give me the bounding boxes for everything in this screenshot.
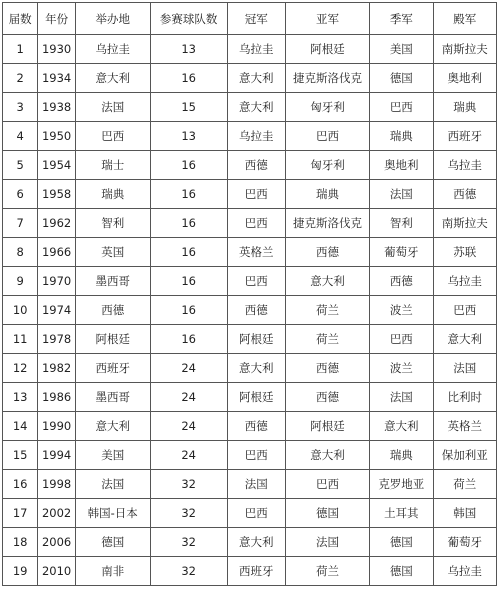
- cell-third-place: 西德: [370, 267, 433, 296]
- cell-year: 1978: [38, 325, 75, 354]
- table-row: [3, 267, 497, 296]
- cell-team-count: 13: [150, 122, 227, 151]
- cell-host: 南非: [75, 557, 150, 586]
- cell-edition: 1: [3, 35, 38, 64]
- table-row: [3, 296, 497, 325]
- cell-champion: 巴西: [227, 267, 285, 296]
- cell-edition: 15: [3, 441, 38, 470]
- cell-runner-up: 荷兰: [285, 557, 369, 586]
- cell-third-place: 瑞典: [370, 122, 433, 151]
- cell-host: 法国: [75, 93, 150, 122]
- cell-runner-up: 西德: [285, 383, 369, 412]
- cell-champion: 巴西: [227, 499, 285, 528]
- column-header-runner-up: 亚军: [285, 3, 369, 35]
- cell-year: 1934: [38, 64, 75, 93]
- cell-runner-up: 德国: [285, 499, 369, 528]
- cell-edition: 11: [3, 325, 38, 354]
- table-row: [3, 470, 497, 499]
- cell-fourth-place: 乌拉圭: [433, 267, 496, 296]
- table-row: [3, 238, 497, 267]
- cell-edition: 13: [3, 383, 38, 412]
- table-row: [3, 64, 497, 93]
- cell-champion: 西德: [227, 412, 285, 441]
- cell-year: 1962: [38, 209, 75, 238]
- table-row: [3, 557, 497, 586]
- cell-third-place: 巴西: [370, 93, 433, 122]
- cell-host: 美国: [75, 441, 150, 470]
- cell-third-place: 意大利: [370, 412, 433, 441]
- column-header-host: 举办地: [75, 3, 150, 35]
- cell-runner-up: 巴西: [285, 470, 369, 499]
- cell-team-count: 16: [150, 267, 227, 296]
- cell-team-count: 32: [150, 557, 227, 586]
- cell-runner-up: 捷克斯洛伐克: [285, 64, 369, 93]
- cell-fourth-place: 南斯拉夫: [433, 209, 496, 238]
- cell-year: 1954: [38, 151, 75, 180]
- cell-runner-up: 荷兰: [285, 296, 369, 325]
- cell-champion: 乌拉圭: [227, 35, 285, 64]
- cell-year: 1938: [38, 93, 75, 122]
- cell-fourth-place: 意大利: [433, 325, 496, 354]
- cell-team-count: 16: [150, 209, 227, 238]
- cell-runner-up: 荷兰: [285, 325, 369, 354]
- column-header-edition: 届数: [3, 3, 38, 35]
- cell-fourth-place: 乌拉圭: [433, 557, 496, 586]
- cell-third-place: 智利: [370, 209, 433, 238]
- table-row: [3, 499, 497, 528]
- cell-edition: 3: [3, 93, 38, 122]
- cell-team-count: 16: [150, 180, 227, 209]
- cell-year: 1970: [38, 267, 75, 296]
- cell-champion: 西德: [227, 151, 285, 180]
- cell-edition: 18: [3, 528, 38, 557]
- cell-third-place: 法国: [370, 180, 433, 209]
- cell-third-place: 德国: [370, 557, 433, 586]
- cell-fourth-place: 韩国: [433, 499, 496, 528]
- cell-edition: 4: [3, 122, 38, 151]
- cell-runner-up: 捷克斯洛伐克: [285, 209, 369, 238]
- cell-edition: 16: [3, 470, 38, 499]
- cell-fourth-place: 南斯拉夫: [433, 35, 496, 64]
- cell-fourth-place: 英格兰: [433, 412, 496, 441]
- column-header-third-place: 季军: [370, 3, 433, 35]
- cell-fourth-place: 西班牙: [433, 122, 496, 151]
- cell-fourth-place: 苏联: [433, 238, 496, 267]
- cell-year: 1998: [38, 470, 75, 499]
- header-row: [3, 3, 497, 35]
- cell-fourth-place: 瑞典: [433, 93, 496, 122]
- cell-year: 1974: [38, 296, 75, 325]
- cell-team-count: 16: [150, 325, 227, 354]
- cell-fourth-place: 荷兰: [433, 470, 496, 499]
- cell-runner-up: 瑞典: [285, 180, 369, 209]
- cell-champion: 巴西: [227, 441, 285, 470]
- cell-edition: 10: [3, 296, 38, 325]
- table-row: [3, 93, 497, 122]
- cell-champion: 西德: [227, 296, 285, 325]
- cell-year: 1982: [38, 354, 75, 383]
- cell-third-place: 奥地利: [370, 151, 433, 180]
- cell-host: 意大利: [75, 412, 150, 441]
- cell-champion: 乌拉圭: [227, 122, 285, 151]
- cell-team-count: 24: [150, 441, 227, 470]
- table-row: [3, 180, 497, 209]
- cell-host: 英国: [75, 238, 150, 267]
- cell-host: 阿根廷: [75, 325, 150, 354]
- cell-team-count: 24: [150, 383, 227, 412]
- table-header: [3, 3, 497, 35]
- cell-fourth-place: 乌拉圭: [433, 151, 496, 180]
- cell-team-count: 16: [150, 151, 227, 180]
- cell-champion: 巴西: [227, 180, 285, 209]
- cell-champion: 阿根廷: [227, 383, 285, 412]
- cell-host: 德国: [75, 528, 150, 557]
- table-row: [3, 412, 497, 441]
- cell-edition: 9: [3, 267, 38, 296]
- cell-year: 1966: [38, 238, 75, 267]
- cell-edition: 8: [3, 238, 38, 267]
- cell-third-place: 巴西: [370, 325, 433, 354]
- cell-third-place: 土耳其: [370, 499, 433, 528]
- cell-team-count: 32: [150, 470, 227, 499]
- cell-runner-up: 匈牙利: [285, 93, 369, 122]
- cell-team-count: 32: [150, 528, 227, 557]
- column-header-team-count: 参赛球队数: [150, 3, 227, 35]
- cell-host: 墨西哥: [75, 267, 150, 296]
- cell-champion: 意大利: [227, 528, 285, 557]
- cell-champion: 意大利: [227, 64, 285, 93]
- cell-third-place: 德国: [370, 64, 433, 93]
- cell-runner-up: 匈牙利: [285, 151, 369, 180]
- cell-champion: 意大利: [227, 354, 285, 383]
- cell-champion: 阿根廷: [227, 325, 285, 354]
- table-body: [3, 35, 497, 586]
- cell-edition: 5: [3, 151, 38, 180]
- cell-team-count: 24: [150, 354, 227, 383]
- cell-edition: 6: [3, 180, 38, 209]
- cell-third-place: 德国: [370, 528, 433, 557]
- cell-host: 墨西哥: [75, 383, 150, 412]
- cell-team-count: 16: [150, 238, 227, 267]
- column-header-year: 年份: [38, 3, 75, 35]
- cell-host: 西德: [75, 296, 150, 325]
- table-row: [3, 528, 497, 557]
- cell-champion: 巴西: [227, 209, 285, 238]
- cell-host: 智利: [75, 209, 150, 238]
- cell-fourth-place: 奥地利: [433, 64, 496, 93]
- table-row: [3, 441, 497, 470]
- cell-year: 2002: [38, 499, 75, 528]
- column-header-fourth-place: 殿军: [433, 3, 496, 35]
- cell-third-place: 克罗地亚: [370, 470, 433, 499]
- cell-host: 巴西: [75, 122, 150, 151]
- cell-third-place: 葡萄牙: [370, 238, 433, 267]
- table-row: [3, 151, 497, 180]
- cell-runner-up: 阿根廷: [285, 412, 369, 441]
- cell-third-place: 瑞典: [370, 441, 433, 470]
- table-row: [3, 35, 497, 64]
- cell-host: 瑞士: [75, 151, 150, 180]
- cell-runner-up: 意大利: [285, 441, 369, 470]
- cell-host: 瑞典: [75, 180, 150, 209]
- cell-fourth-place: 巴西: [433, 296, 496, 325]
- cell-edition: 2: [3, 64, 38, 93]
- cell-champion: 英格兰: [227, 238, 285, 267]
- column-header-champion: 冠军: [227, 3, 285, 35]
- cell-edition: 17: [3, 499, 38, 528]
- cell-runner-up: 西德: [285, 238, 369, 267]
- table-row: [3, 383, 497, 412]
- cell-third-place: 法国: [370, 383, 433, 412]
- table-row: [3, 209, 497, 238]
- table-row: [3, 325, 497, 354]
- cell-host: 乌拉圭: [75, 35, 150, 64]
- cell-runner-up: 巴西: [285, 122, 369, 151]
- cell-third-place: 波兰: [370, 296, 433, 325]
- cell-fourth-place: 葡萄牙: [433, 528, 496, 557]
- cell-year: 1950: [38, 122, 75, 151]
- cell-fourth-place: 西德: [433, 180, 496, 209]
- cell-third-place: 波兰: [370, 354, 433, 383]
- cell-team-count: 32: [150, 499, 227, 528]
- cell-edition: 14: [3, 412, 38, 441]
- cell-year: 1986: [38, 383, 75, 412]
- cell-year: 1930: [38, 35, 75, 64]
- cell-host: 法国: [75, 470, 150, 499]
- cell-team-count: 24: [150, 412, 227, 441]
- cell-third-place: 美国: [370, 35, 433, 64]
- cell-runner-up: 意大利: [285, 267, 369, 296]
- world-cup-results-table: [2, 2, 497, 586]
- cell-champion: 意大利: [227, 93, 285, 122]
- cell-edition: 12: [3, 354, 38, 383]
- cell-champion: 法国: [227, 470, 285, 499]
- cell-champion: 西班牙: [227, 557, 285, 586]
- cell-year: 2006: [38, 528, 75, 557]
- cell-host: 韩国-日本: [75, 499, 150, 528]
- cell-host: 意大利: [75, 64, 150, 93]
- cell-fourth-place: 法国: [433, 354, 496, 383]
- cell-year: 1994: [38, 441, 75, 470]
- cell-team-count: 16: [150, 296, 227, 325]
- cell-year: 2010: [38, 557, 75, 586]
- cell-year: 1958: [38, 180, 75, 209]
- cell-runner-up: 阿根廷: [285, 35, 369, 64]
- cell-runner-up: 法国: [285, 528, 369, 557]
- cell-host: 西班牙: [75, 354, 150, 383]
- cell-team-count: 15: [150, 93, 227, 122]
- cell-team-count: 13: [150, 35, 227, 64]
- table-row: [3, 354, 497, 383]
- cell-fourth-place: 保加利亚: [433, 441, 496, 470]
- cell-edition: 19: [3, 557, 38, 586]
- table-row: [3, 122, 497, 151]
- cell-team-count: 16: [150, 64, 227, 93]
- cell-edition: 7: [3, 209, 38, 238]
- cell-runner-up: 西德: [285, 354, 369, 383]
- cell-year: 1990: [38, 412, 75, 441]
- cell-fourth-place: 比利时: [433, 383, 496, 412]
